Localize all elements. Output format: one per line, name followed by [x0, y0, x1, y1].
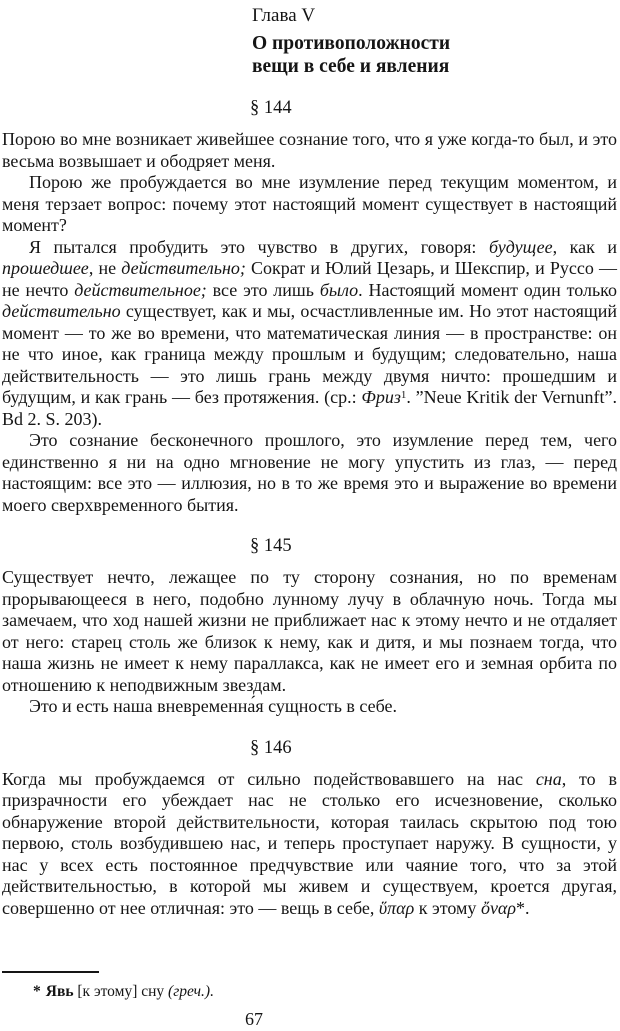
text-run: , то в призрачности его убеждает нас не столько его исчезновение, сколько обнаружение второй действительности, которая таилась скрытою под тою первою, столь возбудившею нас, и теперь проступает наружу. В сущности, у нас у всех есть постоянное предчувствие или чаяние того, что за этой действительностью, в которой мы живем и существуем, кроется другая, совершенно от нее отличная: это — вещь в себе,: [2, 768, 617, 918]
text-run: Явь: [45, 983, 74, 1000]
text-run: Это и есть наша вневременна́я сущность в себе.: [29, 696, 398, 716]
paragraph: [2, 769, 617, 920]
text-run: Это сознание бесконечного прошлого, это изумление перед тем, чего единственно я ни на одно мгновение не могу упустить из глаз, — перед настоящим: все это — иллюзия, но в то же время это и выражение во времени моего сверхвременного бытия.: [2, 430, 617, 515]
text-run: , не: [88, 258, 122, 278]
paragraph: [2, 696, 617, 718]
text-run: Когда мы пробуждаемся от сильно подействовавшего на нас: [2, 768, 536, 789]
text-run: все это лишь: [206, 279, 320, 300]
italic-text: действительное;: [74, 279, 207, 300]
italic-text: действительно: [2, 301, 121, 321]
paragraph: [2, 237, 617, 431]
italic-text: Фриз: [361, 387, 401, 407]
text-run: *.: [516, 897, 530, 918]
paragraph: [2, 430, 617, 516]
text-run: Я пытался пробудить это чувство в других, говоря:: [29, 236, 489, 257]
sections-container: [2, 96, 617, 919]
chapter-title-line-1: О противоположности: [252, 33, 451, 54]
text-run: Существует нечто, лежащее по ту сторону сознания, но по временам прорывающееся в него, подобно лунному лучу в облачную ночь. Тогда мы замечаем, что ход нашей жизни не приближает нас к этому нечто и не отдаляет от него: старец столь же близок к нему, как и дитя, и мы познаем тогда, что наша жизнь не имеет к нему параллакса, как не имеет его и земная орбита по отношению к неподвижным звездам.: [2, 567, 617, 695]
italic-text: будущее: [488, 236, 553, 257]
italic-text: сна: [535, 768, 562, 789]
italic-text: было: [319, 279, 359, 300]
page-number: 67: [245, 1009, 263, 1029]
section-number: § 146: [250, 737, 292, 758]
chapter-title-line-2: вещи в себе и явления: [252, 56, 450, 77]
chapter-heading: Глава V: [252, 5, 316, 26]
chapter-title: [252, 32, 617, 78]
paragraph: [2, 129, 617, 172]
italic-text: (греч.).: [168, 983, 214, 1000]
italic-text: ὄναρ: [480, 897, 517, 918]
italic-text: прошедшее: [2, 258, 89, 278]
text-run: , как и: [552, 236, 617, 257]
superscript-ref: 1: [400, 389, 407, 401]
section-number: § 144: [250, 98, 292, 118]
footnote-area: [2, 971, 616, 1001]
text-run: существует, как и мы, осчастливленные им. Но этот настоящий момент — то же во времени, что математическая линия — в пространстве: он не что иное, как граница между прошлым и будущим; следовательно, наша действительность — это лишь грань между двумя ничто: прошедшим и будущим, и как грань — без протяжения. (ср.:: [2, 301, 617, 407]
section-number: § 145: [250, 536, 292, 556]
text-run: [к этому] сну: [73, 983, 169, 1000]
text-run: Порою же пробуждается во мне изумление перед текущим моментом, и меня терзает вопрос: почему этот настоящий момент существует в настоящий момент?: [2, 172, 617, 235]
footnote: [2, 982, 616, 1001]
text-run: к этому: [414, 897, 481, 918]
footnote-marker: *: [33, 983, 41, 1000]
footnote-rule: [2, 971, 99, 973]
paragraph: [2, 172, 617, 237]
text-run: Порою во мне возникает живейшее сознание того, что я уже когда-то был, и это весьма возвышает и ободряет меня.: [2, 129, 617, 171]
paragraph: [2, 567, 617, 696]
text-run: Сократ и Юлий Цезарь, и Шекспир, и Руссо — не нечто: [2, 258, 617, 300]
text-run: . Настоящий момент один только: [358, 279, 617, 300]
italic-text: ὕπαρ: [378, 897, 415, 918]
text-run: . ”Neue Kritik der Vernunft”. Bd 2. S. 203).: [2, 387, 618, 429]
italic-text: действительно;: [121, 258, 246, 278]
footnote-text: [46, 983, 214, 1000]
